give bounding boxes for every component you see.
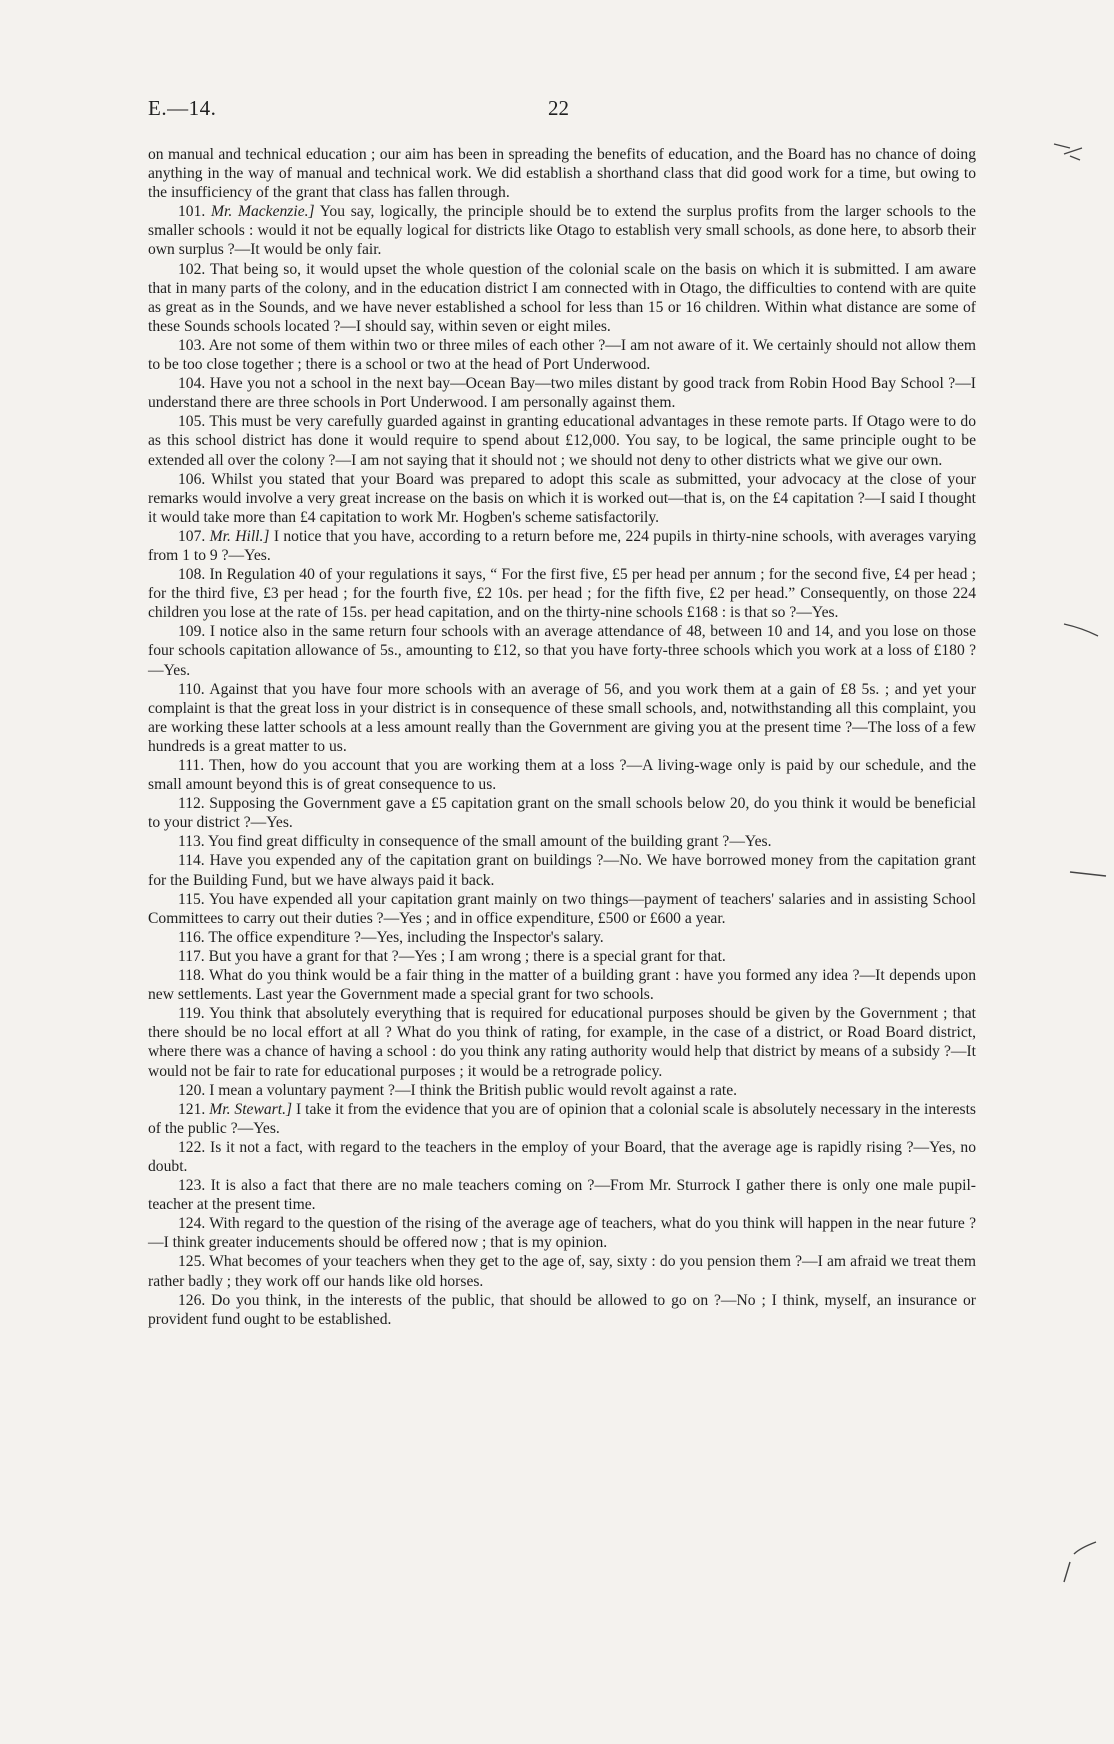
evidence-paragraph [148,145,976,202]
evidence-paragraph [148,966,976,1004]
evidence-paragraph [148,1081,976,1100]
evidence-paragraph [148,527,976,565]
question-number: 116. [178,928,205,946]
paragraph-text: Whilst you stated that your Board was prepared to adopt this scale as submitted, your advocacy at the close of your remarks would involve a very great increase on the basis on which it is worked out—that is, on the £4 capitation ?—I said I thought it would take more than £4 capitation to work Mr. Hogben's scheme satisfactorily. [148,470,976,526]
paragraph-text: I take it from the evidence that you are of opinion that a colonial scale is absolutely necessary in the interests of the public ?—Yes. [148,1100,976,1137]
evidence-paragraph [148,947,976,966]
paragraph-text: Supposing the Government gave a £5 capitation grant on the small schools below 20, do you think it would be beneficial to your district ?—Yes. [148,795,977,832]
paragraph-text: This must be very carefully guarded against in granting educational advantages in these remote parts. If Otago were to do as this school district has done it would require to spend about £12,000. You say, to be logical, the same principle ought to be extended all over the colony ?—I am not saying that it should not ; we should not deny to other districts what we give our own. [148,413,976,469]
question-number: 103. [178,336,206,354]
question-number: 122. [178,1138,206,1156]
question-number: 120. [178,1081,206,1099]
page-number: 22 [548,96,569,120]
evidence-paragraph [148,756,976,794]
evidence-text [148,145,976,1329]
question-number: 126. [178,1291,206,1309]
paragraph-text: It is also a fact that there are no male teachers coming on ?—From Mr. Sturrock I gather there is only one male pupil-teacher at the present time. [148,1177,976,1214]
evidence-paragraph [148,622,976,679]
question-number: 121. [178,1100,206,1118]
margin-mark-icon [1052,140,1092,164]
evidence-paragraph [148,1138,976,1176]
evidence-paragraph [148,890,976,928]
paragraph-text: You say, logically, the principle should be to extend the surplus profits from the larger schools to the smaller schools : would it not be equally logical for districts like Otago to establish very small schools, as done here, to absorb their own surplus ?—It would be only fair. [148,203,976,259]
paragraph-text: Have you not a school in the next bay—Ocean Bay—two miles distant by good track from Robin Hood Bay School ?—I understand there are three schools in Port Underwood. I am personally against them. [148,375,976,412]
question-number: 124. [178,1215,206,1233]
margin-mark-icon [1060,1538,1100,1588]
question-number: 123. [178,1177,206,1195]
paragraph-text: I mean a voluntary payment ?—I think the British public would revolt against a rate. [209,1081,738,1099]
question-number: 117. [178,947,205,965]
paragraph-text: Do you think, in the interests of the public, that should be allowed to go on ?—No ; I think, myself, an insurance or provident fund ought to be established. [148,1291,976,1328]
paragraph-text: Then, how do you account that you are working them at a loss ?—A living-wage only is paid by our schedule, and the small amount beyond this is of great consequence to us. [148,757,976,794]
paragraph-text: Is it not a fact, with regard to the teachers in the employ of your Board, that the average age is rapidly rising ?—Yes, no doubt. [148,1138,976,1175]
paragraph-text: What do you think would be a fair thing in the matter of a building grant : have you formed any idea ?—It depends upon new settlements. Last year the Government made a special grant for two schools. [148,967,976,1004]
paragraph-text: That being so, it would upset the whole question of the colonial scale on the basis on which it is submitted. I am aware that in many parts of the colony, and in the education district I am connected with in Otago, the difficulties to contend with are quite as great as in the Sounds, and we have never established a school for less than 15 or 16 children. Within what distance are some of these Sounds schools located ?—I should say, within seven or eight miles. [148,260,976,335]
speaker-name: Mr. Stewart.] [209,1100,293,1118]
question-number: 114. [178,852,205,870]
question-number: 108. [178,566,206,584]
paragraph-text: What becomes of your teachers when they get to the age of, say, sixty : do you pension them ?—I am afraid we treat them rather badly ; they work off our hands like old horses. [148,1253,976,1290]
question-number: 110. [178,680,205,698]
document-reference: E.—14. [148,96,217,120]
question-number: 111. [178,757,205,774]
evidence-paragraph [148,1252,976,1290]
paragraph-text: In Regulation 40 of your regulations it says, “ For the first five, £5 per head per annum ; for the second five, £4 per head ; for the third five, £3 per head ; for the fourth five, £2 10s. per head ; for the fifth five, £2 per head.” Consequently, on those 224 children you lose at the rate of 15s. per head capitation, and on the thirty-nine schools £168 : is that so ?—Yes. [148,566,976,622]
evidence-paragraph [148,1214,976,1252]
evidence-paragraph [148,374,976,412]
evidence-paragraph [148,412,976,469]
evidence-paragraph [148,470,976,527]
evidence-paragraph [148,565,976,622]
evidence-paragraph [148,794,976,832]
paragraph-text: But you have a grant for that ?—Yes ; I am wrong ; there is a special grant for that. [208,947,726,965]
paragraph-text: Against that you have four more schools with an average of 56, and you work them at a gain of £8 5s. ; and yet your complaint is that the great loss in your district is in consequence of these small schools, and, notwithstanding all this complaint, you are working these latter schools at a less amount really than the Government are giving you at the present time ?—The loss of a few hundreds is a great matter to us. [148,680,976,755]
question-number: 115. [178,890,205,908]
margin-mark-icon [1068,866,1108,880]
paragraph-text: on manual and technical education ; our aim has been in spreading the benefits of education, and the Board has no chance of doing anything in the way of manual and technical work. We did establish a shorthand class that did good work for a time, but owing to the insufficiency of the grant that class has fallen through. [148,146,976,202]
evidence-paragraph [148,336,976,374]
evidence-paragraph [148,1100,976,1138]
page-header [148,96,968,126]
paragraph-text: You have expended all your capitation grant mainly on two things—payment of teachers' salaries and in assisting School Committees to carry out their duties ?—Yes ; and in office expenditure, £500 or £600 a year. [148,890,976,927]
margin-mark-icon [1062,620,1102,640]
evidence-paragraph [148,1291,976,1329]
question-number: 106. [178,470,206,488]
paragraph-text: Are not some of them within two or three miles of each other ?—I am not aware of it. We certainly should not allow them to be too close together ; there is a school or two at the head of Port Underwood. [148,336,976,374]
paragraph-text: You think that absolutely everything that is required for educational purposes should be given by the Government ; that there should be no local effort at all ? What do you think of rating, for example, in the case of a district, or Road Board district, where there was a chance of having a school : do you think any rating authority would help that district by means of a subsidy ?—It would not be fair to rate for educational purposes ; it would be a retrograde policy. [148,1005,976,1080]
question-number: 112. [178,795,205,813]
question-number: 113. [178,833,205,851]
question-number: 101. [178,203,206,221]
evidence-paragraph [148,260,976,336]
paragraph-text: I notice also in the same return four schools with an average attendance of 48, between 10 and 14, and you lose on those four schools capitation allowance of 5s., amounting to £12, so that you have forty-three schools which you work at a loss of £180 ?—Yes. [148,623,977,679]
paragraph-text: The office expenditure ?—Yes, including the Inspector's salary. [208,928,604,946]
question-number: 102. [178,260,206,278]
paragraph-text: With regard to the question of the rising of the average age of teachers, what do you think will happen in the near future ?—I think greater inducements should be offered now ; that is my opinion. [148,1215,976,1252]
question-number: 107. [178,527,206,545]
paragraph-text: Have you expended any of the capitation grant on buildings ?—No. We have borrowed money from the capitation grant for the Building Fund, but we have always paid it back. [148,852,976,889]
evidence-paragraph [148,851,976,889]
evidence-paragraph [148,928,976,947]
evidence-paragraph [148,202,976,259]
question-number: 119. [178,1005,205,1023]
speaker-name: Mr. Hill.] [209,527,270,545]
question-number: 125. [178,1253,206,1271]
paragraph-text: You find great difficulty in consequence of the small amount of the building grant ?—Yes. [208,833,772,851]
evidence-paragraph [148,832,976,851]
question-number: 104. [178,375,206,393]
question-number: 109. [178,623,206,641]
question-number: 118. [178,967,205,985]
speaker-name: Mr. Mackenzie.] [211,203,315,221]
evidence-paragraph [148,1176,976,1214]
evidence-paragraph [148,680,976,756]
evidence-paragraph [148,1004,976,1080]
paragraph-text: I notice that you have, according to a return before me, 224 pupils in thirty-nine schools, with averages varying from 1 to 9 ?—Yes. [148,527,977,564]
question-number: 105. [178,413,206,431]
